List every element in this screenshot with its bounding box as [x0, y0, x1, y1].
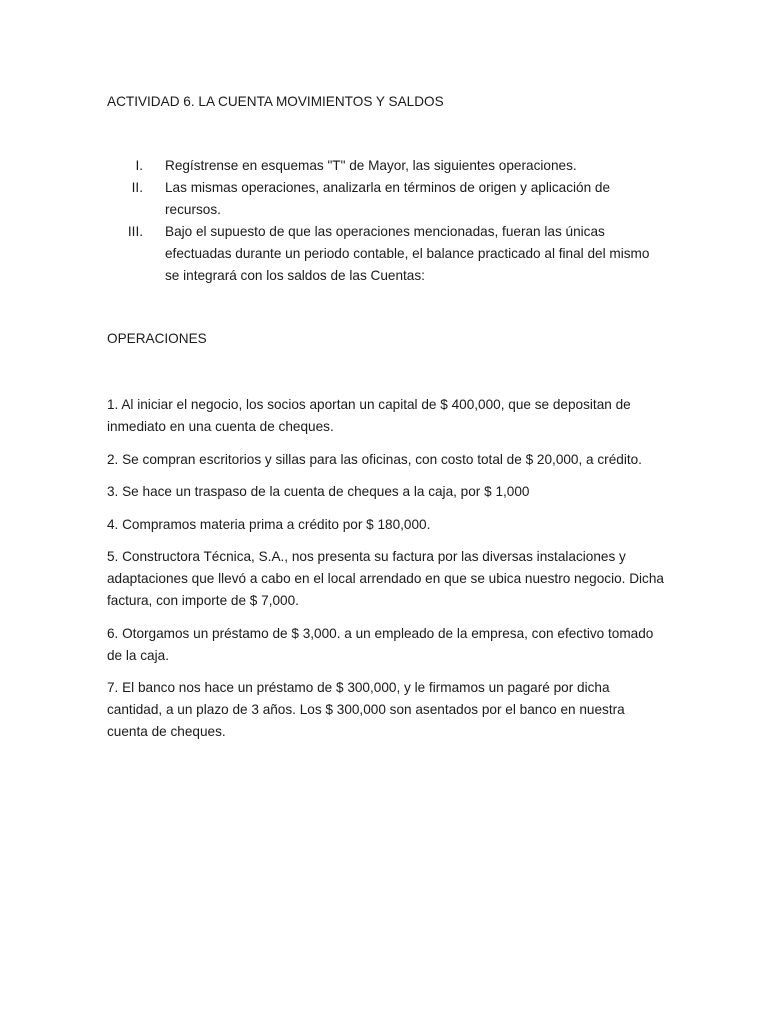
operation-item: 1. Al iniciar el negocio, los socios aportan un capital de $ 400,000, que se depositan de inmediato en una cuenta de cheques. — [107, 397, 631, 434]
instruction-numeral: I. — [135, 158, 143, 173]
operations-heading: OPERACIONES — [107, 331, 207, 346]
operation-item: 3. Se hace un traspaso de la cuenta de cheques a la caja, por $ 1,000 — [107, 484, 530, 499]
instruction-item — [107, 177, 667, 221]
instruction-numeral: II. — [131, 180, 143, 195]
instruction-item — [107, 221, 667, 287]
operation-item: 4. Compramos materia prima a crédito por $ 180,000. — [107, 516, 431, 532]
page-title: ACTIVIDAD 6. LA CUENTA MOVIMIENTOS Y SALDOS — [107, 94, 444, 109]
instructions-list — [107, 155, 667, 287]
instruction-text: Bajo el supuesto de que las operaciones mencionadas, fueran las únicas efectuadas durante un periodo contable, el balance practicado al final del mismo se integrará con los saldos de las Cuentas: — [165, 224, 650, 283]
operation-item: 2. Se compran escritorios y sillas para las oficinas, con costo total de $ 20,000, a crédito. — [107, 451, 642, 467]
operation-item: 7. El banco nos hace un préstamo de $ 300,000, y le firmamos un pagaré por dicha cantidad, a un plazo de 3 años. Los $ 300,000 son asentados por el banco en nuestra cuenta de cheques. — [107, 680, 625, 739]
instruction-item — [107, 155, 667, 177]
operation-item: 6. Otorgamos un préstamo de $ 3,000. a un empleado de la empresa, con efectivo tomado de la caja. — [107, 625, 654, 663]
instruction-numeral: III. — [127, 224, 143, 239]
operations-list — [107, 394, 667, 754]
instruction-text: Las mismas operaciones, analizarla en términos de origen y aplicación de recursos. — [165, 180, 611, 217]
instruction-text: Regístrense en esquemas "T" de Mayor, las siguientes operaciones. — [165, 158, 577, 173]
operation-item: 5. Constructora Técnica, S.A., nos presenta su factura por las diversas instalaciones y adaptaciones que llevó a cabo en el local arrendado en que se ubica nuestro negocio. Dicha factura, con importe de $ 7,000. — [107, 549, 664, 608]
